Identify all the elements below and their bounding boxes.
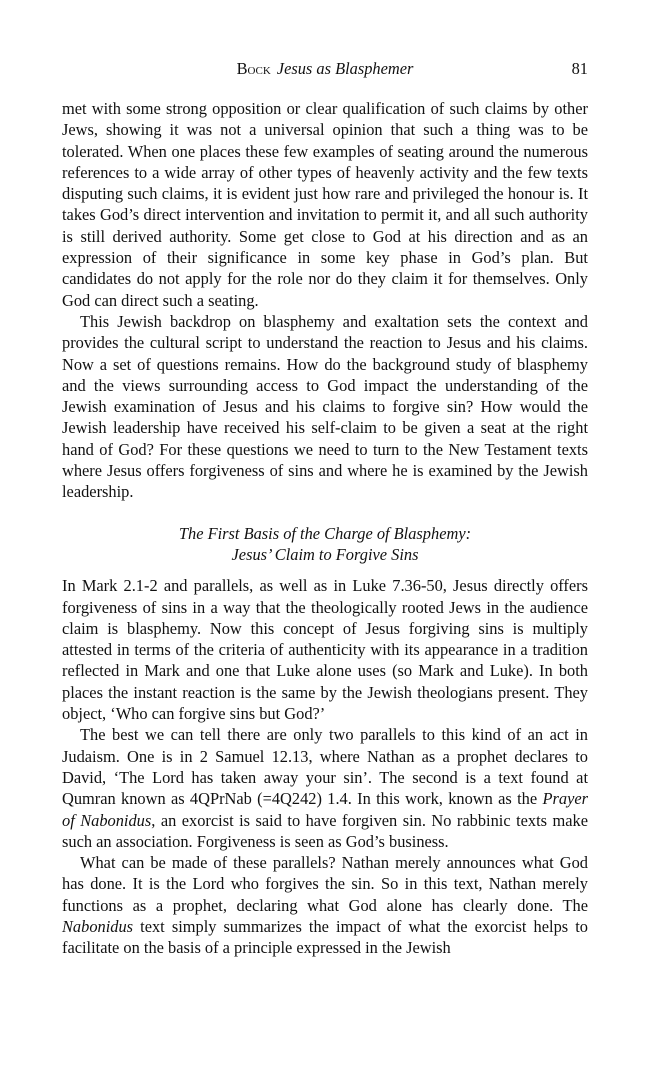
text-run: What can be made of these parallels? Nathan merely announces what God has done. It is the Lord who forgives the sin. So in this text, Nathan merely functions as a prophet, declaring what God alone has clearly done. The [62, 853, 588, 915]
body-paragraph [62, 852, 588, 958]
book-page [62, 58, 588, 959]
header-chapter-title: Jesus as Blasphemer [276, 59, 414, 78]
running-header [62, 58, 588, 80]
page-number: 81 [571, 59, 588, 78]
body-paragraph [62, 724, 588, 852]
header-author: Bock [236, 59, 271, 78]
section-heading [62, 523, 588, 566]
italic-title: Nabonidus [62, 916, 134, 936]
section-heading-line2: Jesus’ Claim to Forgive Sins [231, 544, 419, 564]
section-heading-line1: The First Basis of the Charge of Blasphemy: [178, 523, 472, 543]
body-paragraph: met with some strong opposition or clear qualification of such claims by other Jews, showing it was not a universal opinion that such a thing was to be tolerated. When one places these few examples of seating around the numerous references to a wide array of other types of heavenly activity and the few texts disputing such claims, it is evident just how rare and privileged the honour is. It takes God’s direct intervention and invitation to permit it, and all such authority is still derived authority. Some get close to God at his direction and as an expression of their significance in some key phase in God’s plan. But candidates do not apply for the role nor do they claim it for themselves. Only God can direct such a seating. [62, 99, 588, 310]
italic-title: Prayer of Nabonidus [62, 789, 588, 830]
body-paragraph: In Mark 2.1-2 and parallels, as well as in Luke 7.36-50, Jesus directly offers forgiveness of sins in a way that the theologically rooted Jews in the audience claim is blasphemy. Now this concept of Jesus forgiving sins is multiply attested in terms of the criteria of authenticity with its appearance in a tradition reflected in Mark and one that Luke alone uses (so Mark and Luke). In both places the instant reaction is the same by the Jewish theologians present. They object, ‘Who can forgive sins but God?’ [62, 576, 588, 724]
body-paragraph: This Jewish backdrop on blasphemy and exaltation sets the context and provides the cultural script to understand the reaction to Jesus and his claims. Now a set of questions remains. How do the background study of blasphemy and the views surrounding access to God impact the understanding of the Jewish examination of Jesus and his claims to forgive sin? How would the Jewish leadership have received his self-claim to be given a seat at the right hand of God? For these questions we need to turn to the New Testament texts where Jesus offers forgiveness of sins and where he is examined by the Jewish leadership. [62, 311, 588, 502]
text-run: The best we can tell there are only two parallels to this kind of an act in Judaism. One is in 2 Samuel 12.13, where Nathan as a prophet declares to David, ‘The Lord has taken away your sin’. The second is a text found at Qumran known as 4QPrNab (=4Q242) 1.4. In this work, known as the [62, 725, 588, 809]
text-run: text simply summarizes the impact of what the exorcist helps to facilitate on the basis of a principle expressed in the Jewish [62, 916, 588, 958]
text-run: , an exorcist is said to have forgiven sin. No rabbinic texts make such an association. Forgiveness is seen as God’s business. [62, 810, 588, 851]
header-title [62, 58, 588, 79]
